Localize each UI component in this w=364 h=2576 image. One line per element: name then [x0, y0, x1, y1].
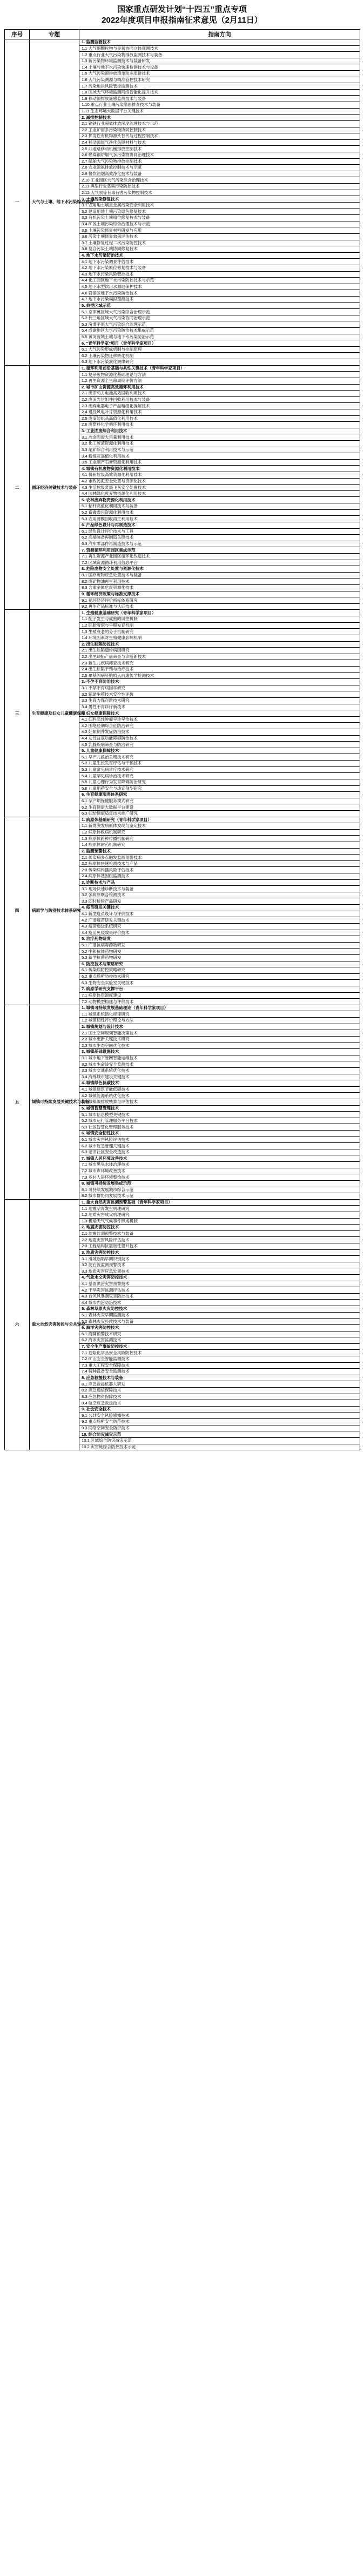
- section-heading: 3. 工业固废综合利用技术: [79, 428, 360, 434]
- guideline-item: 2.2 出生缺陷产前筛查与诊断新技术: [79, 654, 360, 660]
- guideline-item: 6.3 老旧社区安全改造技术: [79, 1149, 360, 1155]
- guideline-item: 8.2 应急通信保障技术: [79, 1388, 360, 1394]
- group-topic: 病原学与防疫技术体系研究: [30, 817, 79, 1005]
- guideline-item: 5.6 儿童用药安全与适宜剂型研究: [79, 785, 360, 792]
- guideline-item: 5.2 森林火灾扑救技术与装备: [79, 1319, 360, 1325]
- section-heading: 2. 监测预警技术: [79, 848, 360, 855]
- section-heading: 7. 病原学研究支撑平台: [79, 986, 360, 993]
- guideline-item: 2.1 传染病多点触发监测预警技术: [79, 855, 360, 861]
- group-topic: 生育健康及妇女儿童健康保障: [30, 610, 79, 817]
- guideline-item: 3.1 滑坡崩塌早期识别技术: [79, 1256, 360, 1262]
- guideline-item: 2.6 废塑料化学循环利用技术: [79, 422, 360, 428]
- guideline-item: 1.3 新污染物环境监测技术与装备研发: [79, 58, 360, 64]
- guideline-item: 6.2 城市应急管理关键技术: [79, 1143, 360, 1149]
- guideline-item: 5.2 长三角区域大气污染协同治理示范: [79, 315, 360, 321]
- guideline-item: 5.4 儿童罕见病诊治技术研究: [79, 773, 360, 779]
- group-index: 五: [5, 1005, 30, 1199]
- group-index: 六: [5, 1199, 30, 1450]
- guideline-item: 2.3 废弃电器电子产品精细化拆解技术: [79, 403, 360, 409]
- guideline-item: 4.7 地下水污染模拟预测技术: [79, 296, 360, 302]
- section-heading: 1. 循环利用前沿基础与共性关键技术（青年科学家项目）: [79, 365, 360, 372]
- guideline-item: 7.3 重大工程安全保障技术: [79, 1362, 360, 1369]
- column-header-direction: 指南方向: [79, 30, 360, 39]
- guideline-item: 5.3 新型抗菌药物研发: [79, 954, 360, 961]
- guideline-item: 3.3 城市交通系统优化技术: [79, 1067, 360, 1074]
- guideline-item: 3.1 不孕不育病因学研究: [79, 685, 360, 691]
- guideline-item: 1.7 污染地块风险管控监测技术: [79, 83, 360, 90]
- guideline-item: 3.5 工业副产石膏资源化利用技术: [79, 459, 360, 466]
- guideline-item: 2.7 船舶大气污染物排放控制技术: [79, 158, 360, 165]
- guideline-item: 4.4 疫苗免疫效果评价技术: [79, 930, 360, 936]
- guideline-item: 3.3 尾矿综合利用技术与示范: [79, 447, 360, 453]
- section-heading: 1. 重大自然灾害监测预警基础（青年科学家项目）: [79, 1199, 360, 1206]
- guideline-item: 3.3 即时检验产品研发: [79, 898, 360, 905]
- guideline-item: 4.4 城市内涝防治技术: [79, 1300, 360, 1306]
- guideline-item: 1.2 再生资源全生命周期评价方法: [79, 378, 360, 384]
- guideline-item: 6.1 传染病防控策略研究: [79, 967, 360, 974]
- guideline-item: 10.1 区域综合防灾减灾示范: [79, 1437, 360, 1444]
- guideline-item: 7.1 再生资源产业园区循环化改造技术: [79, 553, 360, 560]
- section-heading: 3. 诊断技术与产品: [79, 879, 360, 886]
- section-heading: 6. 城镇安全韧性技术: [79, 1131, 360, 1137]
- section-heading: 2. 减排控制技术: [79, 115, 360, 121]
- section-heading: 5. 农林废弃物资源化利用技术: [79, 497, 360, 503]
- guideline-item: 3.4 男性不育诊疗新技术: [79, 704, 360, 710]
- guideline-item: 3.1 冶金固废大宗量利用技术: [79, 434, 360, 441]
- guideline-item: 6.2 高端装备再制造关键技术: [79, 535, 360, 541]
- guideline-item: 3.6 污染土壤修复效果评估技术: [79, 233, 360, 240]
- section-heading: 1. 监测监管技术: [79, 39, 360, 46]
- section-heading: 9. 社会安全技术: [79, 1406, 360, 1413]
- section-heading: 3. 不孕不育防治技术: [79, 679, 360, 685]
- guideline-item: 1.10 重点行业土壤污染隐患排查技术与装备: [79, 102, 360, 109]
- guideline-item: 1.2 城镇韧性评价理论与方法: [79, 1018, 360, 1024]
- section-heading: 4. 妇女健康保障技术: [79, 710, 360, 717]
- group-index: 四: [5, 817, 30, 1005]
- guideline-item: 3.8 复合污染土壤协同修复技术: [79, 246, 360, 253]
- guideline-item: 1.4 病原体耐药机制研究: [79, 842, 360, 849]
- guideline-item: 3.2 泥石流监测预警技术: [79, 1262, 360, 1268]
- guideline-item: 7.3 乡村人居环境整治技术: [79, 1174, 360, 1181]
- guideline-item: 2.3 挥发性有机物源头替代与过程控制技术: [79, 133, 360, 140]
- guideline-item: 5.1 京津冀区域大气污染综合治理示范: [79, 309, 360, 315]
- section-heading: 6. 产品绿色设计与再制造技术: [79, 522, 360, 528]
- guideline-item: 4.3 生活垃圾焚烧飞灰安全处置技术: [79, 485, 360, 491]
- guideline-item: 9.2 再生产品标准与认证技术: [79, 603, 360, 610]
- guideline-item: 7.4 特种设备安全监测技术: [79, 1369, 360, 1375]
- group-topic: 城镇可持续发展关键技术与装备: [30, 1005, 79, 1199]
- guideline-item: 5.1 森林火灾早期监测技术: [79, 1312, 360, 1319]
- section-heading: 8. 应急救援技术与装备: [79, 1375, 360, 1381]
- section-heading: 1. 病原体基础研究（青年科学家项目）: [79, 817, 360, 823]
- guideline-item: 3.2 城市生命线安全监测技术: [79, 1061, 360, 1068]
- guideline-item: 5.4 成渝地区大气污染防治技术集成示范: [79, 328, 360, 334]
- section-heading: 4. 地下水污染防治技术: [79, 252, 360, 259]
- guideline-item: 3.7 土壤修复过程二次污染防控技术: [79, 240, 360, 246]
- guideline-item: 2.6 燃煤锅炉烟气多污染物协同治理技术: [79, 152, 360, 158]
- guideline-item: 1.4 环境因素对生殖健康影响机制: [79, 635, 360, 641]
- guideline-item: 7.1 危险化学品安全风险防控技术: [79, 1350, 360, 1356]
- guideline-item: 2.1 废旧动力电池高效回收利用技术: [79, 391, 360, 397]
- section-heading: 5. 典型区域示范: [79, 302, 360, 309]
- guideline-item: 8.3 含重金属危废资源化技术: [79, 585, 360, 591]
- column-header-topic: 专题: [30, 30, 79, 39]
- guideline-item: 6.1 城市灾害风险评估技术: [79, 1136, 360, 1143]
- guideline-item: 3.2 化工废渣资源化利用技术: [79, 441, 360, 447]
- guideline-item: 2.11 典型行业恶臭污染防控技术: [79, 184, 360, 190]
- guideline-item: 4.3 台风风暴潮灾害防控技术: [79, 1293, 360, 1300]
- guideline-item: 8.1 应急救援机器人研发: [79, 1381, 360, 1388]
- guideline-item: 5.2 畜禽粪污资源化利用技术: [79, 509, 360, 516]
- guideline-item: 6.1 海啸预警技术研究: [79, 1331, 360, 1337]
- guideline-item: 3.2 建设用地土壤污染绿色修复技术: [79, 208, 360, 215]
- guideline-item: 2.5 废旧纺织品高值化利用技术: [79, 415, 360, 422]
- guideline-item: 1.5 大气污染源排放清单动态更新技术: [79, 71, 360, 77]
- group-topic: 大气与土壤、地下水污染综合治理: [30, 39, 79, 366]
- guideline-item: 4.6 岩溶区地下水污染防治技术: [79, 290, 360, 297]
- guideline-item: 1.1 复杂废物资源化基础理论与方法: [79, 372, 360, 378]
- guideline-item: 3.3 生育力保存新技术研究: [79, 697, 360, 704]
- guideline-item: 3.4 粉煤灰高值化利用技术: [79, 453, 360, 460]
- guideline-item: 2.1 国土空间规划智能决策技术: [79, 1030, 360, 1037]
- guideline-item: 5.5 黄河流域土壤与地下水污染防治示范: [79, 334, 360, 340]
- table-header-row: [5, 30, 360, 39]
- guideline-item: 5.2 儿童生长发育评估与干预技术: [79, 761, 360, 767]
- guideline-item: 7.1 城市黑臭水体治理技术: [79, 1162, 360, 1168]
- guideline-item: 3.2 辅助生殖技术安全性评价: [79, 691, 360, 698]
- section-heading: 9. 循环经济政策与标准支撑技术: [79, 591, 360, 597]
- guideline-item: 2.8 农业源氨排放控制技术与示范: [79, 165, 360, 171]
- guideline-item: 5.2 中和抗体药物研发: [79, 949, 360, 955]
- guideline-item: 1.1 新发突发病原体发现与鉴定技术: [79, 823, 360, 830]
- guideline-item: 1.2 地质灾害成灾机理研究: [79, 1212, 360, 1218]
- guideline-item: 3.4 海绵城市建设关键技术: [79, 1074, 360, 1080]
- guideline-item: 1.2 病原体致病机制研究: [79, 829, 360, 836]
- guideline-item: 5.1 广谱抗病毒药物研发: [79, 942, 360, 949]
- guideline-item: 6.2 生育健康大数据平台建设: [79, 804, 360, 811]
- section-heading-row: [5, 1199, 360, 1206]
- guideline-item: 2.12 大气汞等有毒有害污染物控制技术: [79, 190, 360, 196]
- guideline-item: 8.1 医疗废物应急处置技术与装备: [79, 572, 360, 579]
- guideline-item: 4.1 城镇建筑节能低碳技术: [79, 1086, 360, 1093]
- guideline-item: 4.4 园林绿化废弃物资源化利用技术: [79, 490, 360, 497]
- section-heading: 6. 防控技术与策略研究: [79, 961, 360, 967]
- guideline-item: 4.2 围绝经期综合征防治研究: [79, 723, 360, 729]
- guideline-item: 5.3 社区智慧化管理服务技术: [79, 1124, 360, 1131]
- guideline-item: 2.3 新生儿疾病筛查技术研究: [79, 660, 360, 667]
- guideline-item: 1.3 生殖衰老的分子机制研究: [79, 629, 360, 635]
- section-heading: 4. 城镇有机废物资源化利用技术: [79, 466, 360, 472]
- guideline-item: 2.5 非道路移动机械排放控制技术: [79, 146, 360, 152]
- section-heading: 8. 危险废物安全处置与资源化技术: [79, 566, 360, 573]
- document-title: 国家重点研发计划“十四五”重点专项: [117, 5, 247, 14]
- guideline-item: 1.11 生态环境大数据平台关键技术: [79, 108, 360, 115]
- column-header-index: 序号: [5, 30, 30, 39]
- guideline-item: 1.2 胚胎着床与早期发育机制: [79, 622, 360, 629]
- guideline-item: 4.1 妇科恶性肿瘤早诊早治技术: [79, 716, 360, 723]
- guideline-item: 1.2 重点行业大气污染物排放监测技术与装备: [79, 52, 360, 58]
- section-heading: 1. 生殖健康基础研究（青年科学家项目）: [79, 610, 360, 616]
- guideline-item: 4.1 暴雨洪涝灾害预警技术: [79, 1281, 360, 1287]
- section-heading-row: [5, 817, 360, 823]
- section-heading: 7. 安全生产事故防控技术: [79, 1343, 360, 1350]
- guideline-item: 2.5 单基因病胚胎植入前遗传学检测技术: [79, 672, 360, 679]
- guideline-item: 8.4 航空应急救援技术: [79, 1400, 360, 1407]
- guideline-item: 2.9 餐饮油烟高效净化技术与装备: [79, 171, 360, 177]
- section-heading: 2. 出生缺陷防控技术: [79, 641, 360, 648]
- guideline-item: 6.3 妇幼健康适宜技术推广研究: [79, 810, 360, 817]
- section-heading: 10. 综合防灾减灾示范: [79, 1431, 360, 1438]
- guideline-item: 6.1 绿色设计评价技术与工具: [79, 528, 360, 535]
- guideline-item: 4.5 乳腺疾病筛查与防治研究: [79, 742, 360, 748]
- section-heading: 6. 海洋灾害防控技术: [79, 1324, 360, 1331]
- guideline-item: 8.3 应急物资保障技术: [79, 1394, 360, 1400]
- section-heading: 7. 资源循环利用园区集成示范: [79, 547, 360, 554]
- section-heading: 5. 森林草原火灾防控技术: [79, 1306, 360, 1313]
- guideline-item: 3.3 地质灾害应急处置技术: [79, 1268, 360, 1275]
- guideline-item: 2.2 城市更新关键技术研究: [79, 1036, 360, 1042]
- guideline-item: 4.3 城镇碳排放核算与评估技术: [79, 1099, 360, 1105]
- section-heading-row: [5, 610, 360, 616]
- guideline-item: 4.1 新型疫苗设计与评价技术: [79, 911, 360, 917]
- guideline-item: 1.1 地震孕育发生机理研究: [79, 1206, 360, 1212]
- guideline-item: 3.3 有机污染土壤原位修复技术与装备: [79, 215, 360, 221]
- guideline-item: 8.2 城市群协同发展技术示范: [79, 1193, 360, 1200]
- guideline-item: 4.2 城镇能源系统优化技术: [79, 1093, 360, 1099]
- guideline-item: 2.4 出生缺陷干预与治疗技术: [79, 666, 360, 672]
- section-heading: 6. 生育健康服务体系研究: [79, 792, 360, 798]
- section-heading: 7. 城镇人居环境改善技术: [79, 1155, 360, 1162]
- guideline-item: 2.3 工程结构抗震韧性提升技术: [79, 1243, 360, 1250]
- guideline-item: 4.2 地下水污染原位修复技术与装备: [79, 265, 360, 271]
- guideline-item: 4.3 地下水污染风险管控技术: [79, 271, 360, 278]
- guideline-item: 4.4 女性盆底功能障碍防治技术: [79, 735, 360, 742]
- section-heading: 1. 城镇可持续发展基础理论（青年科学家项目）: [79, 1005, 360, 1011]
- guideline-item: 6.1 孕产期保健服务模式研究: [79, 798, 360, 804]
- guideline-item: 7.2 动物模型构建与评价技术: [79, 999, 360, 1005]
- guideline-item: 3.4 矿区土壤污染综合治理技术与示范: [79, 221, 360, 227]
- guideline-item: 1.6 大气污染溯源与精准管控技术研究: [79, 77, 360, 83]
- section-heading: 3. 土壤污染修复技术: [79, 196, 360, 203]
- guideline-item: 4.1 地下水污染调查评估技术: [79, 259, 360, 265]
- guideline-item: 6.2 海冰灾害监测技术: [79, 1337, 360, 1344]
- group-topic: 循环经济关键技术与装备: [30, 365, 79, 610]
- guideline-item: 8.1 可持续发展城市综合示范: [79, 1187, 360, 1193]
- guideline-item: 6.1 大气污染形成机制与控制原理: [79, 346, 360, 353]
- guideline-item: 1.3 病原体跨种传播机制研究: [79, 836, 360, 842]
- guideline-item: 4.3 疫苗递送系统研究: [79, 923, 360, 930]
- section-heading: 2. 地震灾害防控技术: [79, 1225, 360, 1231]
- guideline-item: 3.1 城市地下管网智能运维技术: [79, 1055, 360, 1061]
- section-heading-row: [5, 39, 360, 46]
- section-heading: 5. 治疗药物研发: [79, 936, 360, 943]
- guideline-item: 2.4 退役风电叶片资源化利用技术: [79, 409, 360, 415]
- table-body: [5, 39, 360, 1450]
- guideline-item: 6.2 重点场所防控技术研究: [79, 973, 360, 980]
- guideline-item: 2.1 钢铁行业超低排放深度治理技术与示范: [79, 120, 360, 127]
- guideline-item: 5.3 汾渭平原大气污染综合治理示范: [79, 321, 360, 328]
- guideline-item: 2.2 工业炉窑多污染物协同控制技术: [79, 127, 360, 133]
- guideline-item: 1.1 配子发生与成熟的调控机制: [79, 616, 360, 623]
- section-heading: 5. 城镇智慧管理技术: [79, 1105, 360, 1112]
- group-index: 一: [5, 39, 30, 366]
- guideline-item: 2.4 移动源尾气净化关键材料与技术: [79, 139, 360, 146]
- guideline-item: 2.1 地震监测预警技术与装备: [79, 1230, 360, 1237]
- guideline-item: 2.2 病原体快速检测技术与产品: [79, 860, 360, 867]
- guideline-item: 8.2 废矿物油再生利用技术: [79, 579, 360, 585]
- guideline-item: 4.3 妊娠期并发症防治技术: [79, 729, 360, 736]
- section-heading: 8. 城镇可持续发展集成示范: [79, 1180, 360, 1187]
- section-heading-row: [5, 1005, 360, 1011]
- section-heading: 3. 城镇基础设施技术: [79, 1049, 360, 1055]
- section-heading: 6. “青年科学家”项目（青年科学家项目）: [79, 340, 360, 347]
- guideline-item: 2.2 废旧光伏组件回收利用技术与装备: [79, 396, 360, 403]
- guideline-item: 9.3 网络空间安全防护技术: [79, 1425, 360, 1431]
- guideline-item: 1.9 移动源排放遥感监测技术与装备: [79, 96, 360, 102]
- guideline-item: 9.1 循环经济评价指标体系研究: [79, 597, 360, 604]
- guideline-item: 1.3 极端天气气候事件形成机制: [79, 1218, 360, 1225]
- section-heading: 2. 城镇规划与设计技术: [79, 1024, 360, 1030]
- section-heading: 2. 城市矿山资源高效循环利用技术: [79, 384, 360, 391]
- guideline-item: 2.1 出生缺陷遗传病因研究: [79, 648, 360, 654]
- guideline-item: 2.2 地震灾害风险评估技术: [79, 1237, 360, 1243]
- guideline-item: 5.1 早产儿救治关键技术研究: [79, 754, 360, 761]
- guideline-item: 4.1 餐厨垃圾高效资源化利用技术: [79, 472, 360, 479]
- group-index: 二: [5, 365, 30, 610]
- guideline-item: 4.5 地下水型饮用水源地保护技术: [79, 284, 360, 290]
- guideline-item: 9.1 公共安全风险感知技术: [79, 1413, 360, 1419]
- guideline-item: 7.2 矿山安全智能监测技术: [79, 1356, 360, 1362]
- guideline-item: 6.3 生物安全实验室关键技术: [79, 980, 360, 986]
- guideline-item: 7.2 城市声环境改善技术: [79, 1168, 360, 1174]
- guideline-item: 6.3 汽车零部件再制造技术与示范: [79, 541, 360, 547]
- guideline-item: 2.10 工业园区大气污染综合治理技术: [79, 177, 360, 184]
- guideline-item: 1.1 城镇系统演化规律研究: [79, 1011, 360, 1018]
- guideline-item: 2.3 传染病传播风险评估技术: [79, 867, 360, 873]
- guideline-item: 5.1 秸秆高值化利用技术与装备: [79, 503, 360, 510]
- guideline-item: 3.5 土壤污染修复材料研发与应用: [79, 227, 360, 234]
- guideline-item: 4.2 广谱疫苗研发关键技术: [79, 917, 360, 924]
- guideline-item: 6.3 地下水污染演化规律研究: [79, 359, 360, 366]
- guideline-item: 3.2 多病原联合检测技术: [79, 892, 360, 898]
- guideline-item: 2.4 病原体基因组监测技术: [79, 873, 360, 880]
- guideline-item: 5.5 儿童心理行为发育障碍防治研究: [79, 779, 360, 785]
- group-topic: 重大自然灾害防控与公共安全: [30, 1199, 79, 1450]
- guideline-item: 3.1 农用地土壤重金属污染安全利用技术: [79, 202, 360, 208]
- section-heading: 3. 地质灾害防控技术: [79, 1249, 360, 1256]
- section-heading: 4. 城镇绿色低碳技术: [79, 1080, 360, 1087]
- guideline-item: 5.3 儿童常见病诊疗技术研究: [79, 766, 360, 773]
- guideline-item: 7.1 病原体资源库建设: [79, 992, 360, 999]
- guideline-item: 1.8 区域大气环境监测网络智能化提升技术: [79, 89, 360, 96]
- guideline-item: 7.2 区域资源循环利用信息平台: [79, 560, 360, 566]
- section-heading: 5. 儿童健康保障技术: [79, 748, 360, 754]
- guideline-item: 1.4 土壤与地下水污染快速检测技术与设备: [79, 64, 360, 71]
- guideline-item: 2.3 城市生态空间优化技术: [79, 1042, 360, 1049]
- guideline-item: 10.2 灾害链综合防控技术示范: [79, 1444, 360, 1450]
- guideline-item: 4.4 化工园区地下水污染防控技术与示范: [79, 278, 360, 284]
- guideline-item: 5.2 城市运行管理服务平台技术: [79, 1118, 360, 1124]
- guideline-item: 5.1 城市信息模型关键技术: [79, 1112, 360, 1118]
- guideline-item: 3.1 现场快速诊断技术与装备: [79, 886, 360, 892]
- section-heading: 4. 气象水文灾害防控技术: [79, 1275, 360, 1281]
- guideline-item: 1.1 大气细颗粒物与臭氧协同立体观测技术: [79, 45, 360, 52]
- guideline-item: 4.2 干旱灾害监测评估技术: [79, 1287, 360, 1294]
- document-subtitle: 2022年度项目申报指南征求意见（2月11日）: [102, 16, 262, 25]
- guideline-item: 6.2 土壤污染物迁移转化机制: [79, 353, 360, 359]
- section-heading-row: [5, 365, 360, 372]
- guideline-table: [4, 29, 360, 1450]
- group-index: 三: [5, 610, 30, 817]
- guideline-item: 5.3 农用薄膜回收再生利用技术: [79, 516, 360, 522]
- section-heading: 4. 疫苗研发关键技术: [79, 905, 360, 911]
- guideline-item: 4.2 市政污泥安全处置与资源化技术: [79, 478, 360, 485]
- guideline-item: 9.2 重点场所安全防范技术: [79, 1419, 360, 1425]
